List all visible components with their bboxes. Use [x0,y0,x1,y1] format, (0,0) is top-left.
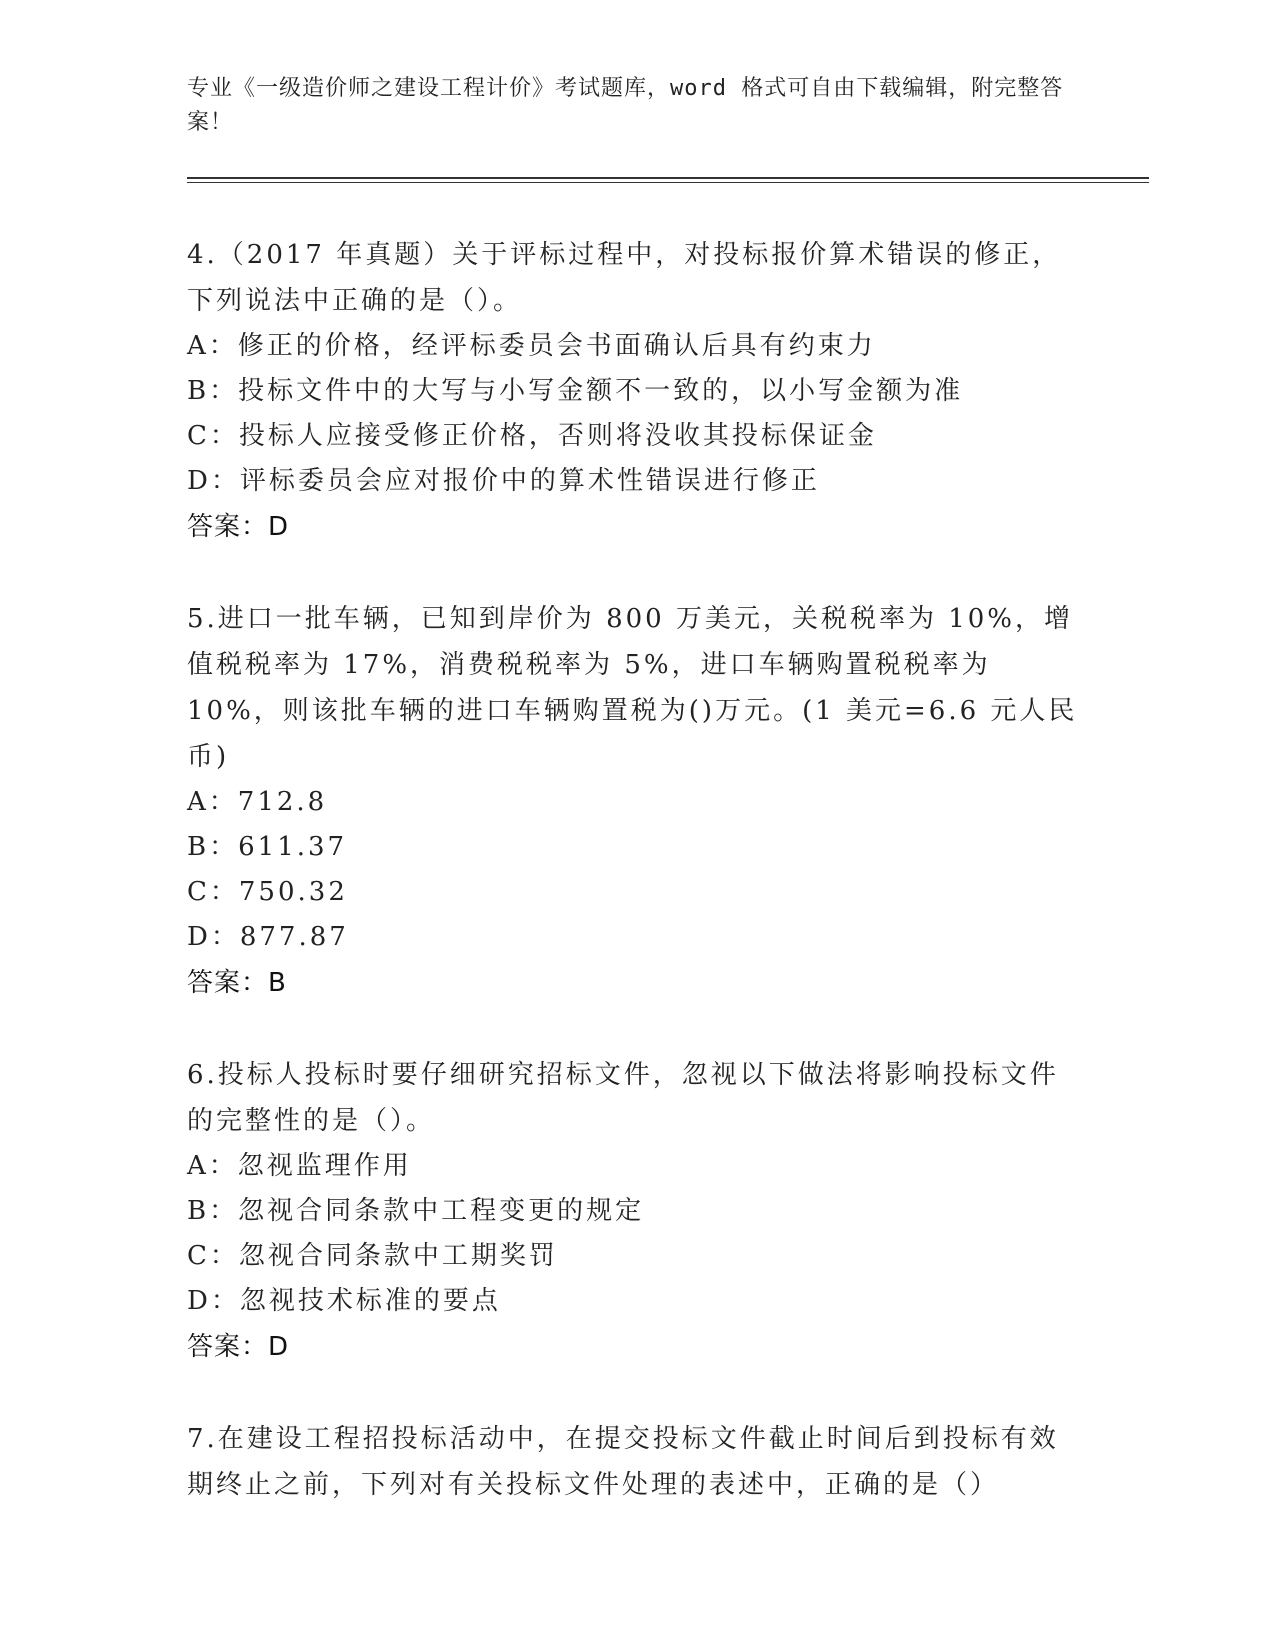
option-b: B：611.37 [187,832,348,862]
question-6 [187,1052,1087,1370]
question-7 [187,1416,1087,1508]
option-d: D：评标委员会应对报价中的算术性错误进行修正 [187,466,820,496]
question-stem: 7.在建设工程招投标活动中，在提交投标文件截止时间后到投标有效期终止之前，下列对有关投标文件处理的表述中，正确的是（） [187,1424,1059,1500]
answer: 答案：D [187,512,290,542]
question-list [187,232,1087,1554]
header-text: 专业《一级造价师之建设工程计价》考试题库，word 格式可自由下载编辑，附完整答案！ [187,76,1064,135]
question-stem: 4.（2017 年真题）关于评标过程中，对投标报价算术错误的修正，下列说法中正确的是（）。 [187,240,1062,316]
header-rule-thick [187,177,1149,179]
option-a: A：忽视监理作用 [187,1151,412,1181]
option-d: D：忽视技术标准的要点 [187,1286,501,1316]
option-c: C：投标人应接受修正价格，否则将没收其投标保证金 [187,421,877,451]
answer: 答案：B [187,968,287,998]
question-stem: 5.进口一批车辆，已知到岸价为 800 万美元，关税税率为 10%，增值税税率为 17%，消费税税率为 5%，进口车辆购置税税率为 10%，则该批车辆的进口车辆购置税为()万元。(1 美元=6.6 元人民币) [187,604,1078,772]
document-header [187,72,1067,140]
option-b: B：忽视合同条款中工程变更的规定 [187,1196,645,1226]
question-5 [187,596,1087,1006]
question-4 [187,232,1087,550]
question-stem: 6.投标人投标时要仔细研究招标文件，忽视以下做法将影响投标文件的完整性的是（）。 [187,1060,1059,1136]
option-c: C：忽视合同条款中工期奖罚 [187,1241,558,1271]
option-a: A：712.8 [187,787,328,817]
option-c: C：750.32 [187,877,348,907]
option-d: D：877.87 [187,922,349,952]
header-rule-thin [187,182,1149,183]
option-a: A：修正的价格，经评标委员会书面确认后具有约束力 [187,331,876,361]
answer: 答案：D [187,1332,290,1362]
option-b: B：投标文件中的大写与小写金额不一致的，以小写金额为准 [187,376,964,406]
